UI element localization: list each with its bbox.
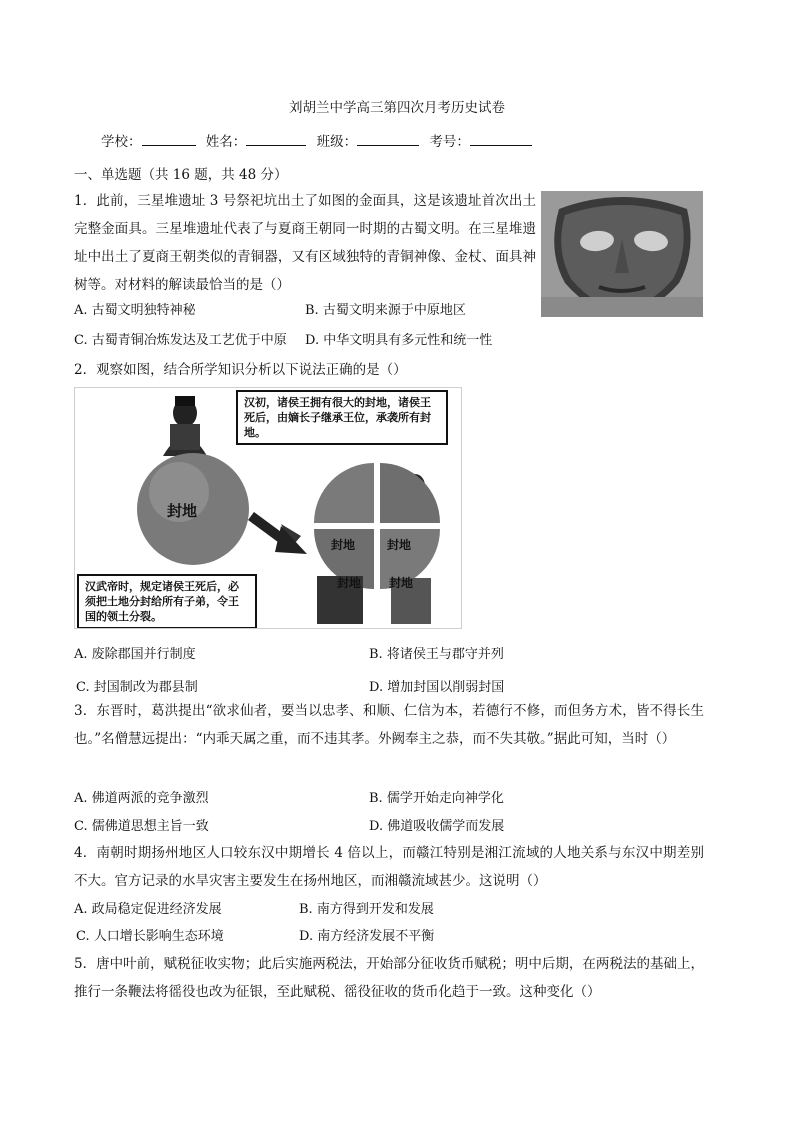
q4-option-d[interactable]: D. 南方经济发展不平衡	[299, 929, 435, 944]
fief-label-3: 封地	[337, 576, 362, 590]
q2-option-d[interactable]: D. 增加封国以削弱封国	[369, 680, 505, 695]
class-blank[interactable]	[357, 131, 419, 146]
exam-no-blank[interactable]	[470, 131, 532, 146]
name-blank[interactable]	[246, 131, 306, 146]
exam-no-label: 考号：	[429, 134, 470, 150]
fief-label-1: 封地	[331, 538, 356, 552]
section-heading: 一、单选题（共 16 题，共 48 分）	[74, 167, 288, 183]
question-3-stem: 3．东晋时，葛洪提出“欲求仙者，要当以忠孝、和顺、仁信为本，若德行不修，而但务方术，皆不得长生也。”名僧慧远提出：“内乖天属之重，而不违其孝。外阙奉主之恭，而不失其敬。”据此可知，当时（）	[74, 703, 704, 747]
q1-option-b[interactable]: B. 古蜀文明来源于中原地区	[305, 303, 466, 318]
speech-bubble-top: 汉初，诸侯王拥有很大的封地，诸侯王死后，由嫡长子继承王位，承袭所有封地。	[236, 390, 448, 445]
question-1-stem: 1．此前，三星堆遗址 3 号祭祀坑出土了如图的金面具，这是该遗址首次出土完整金面具。三星堆遗址代表了与夏商王朝同一时期的古蜀文明。在三星堆遗址中出土了夏商王朝类似的青铜器，又有区域独特的青铜神像、金杖、面具神树等。对材料的解读最恰当的是（）	[74, 193, 536, 293]
q1-option-a[interactable]: A. 古蜀文明独特神秘	[74, 303, 196, 318]
class-label: 班级：	[316, 134, 358, 150]
q2-option-a[interactable]: A. 废除郡国并行制度	[74, 647, 196, 662]
student-info-line	[101, 130, 538, 150]
question-4-stem: 4．南朝时期扬州地区人口较东汉中期增长 4 倍以上，而赣江特别是湘江流域的人地关系与东汉中期差别不大。官方记录的水旱灾害主要发生在扬州地区，而湘赣流域甚少。这说明（）	[74, 845, 704, 889]
q1-option-c[interactable]: C. 古蜀青铜冶炼发达及工艺优于中原	[74, 333, 287, 348]
q4-option-c[interactable]: C. 人口增长影响生态环境	[76, 929, 224, 944]
name-label: 姓名：	[205, 134, 247, 150]
feudal-land-comic	[74, 387, 462, 629]
q3-option-a[interactable]: A. 佛道两派的竞争激烈	[74, 791, 209, 806]
q4-option-b[interactable]: B. 南方得到开发和发展	[299, 902, 434, 917]
big-fief-label: 封地	[167, 502, 198, 520]
q3-option-c[interactable]: C. 儒佛道思想主旨一致	[74, 819, 209, 834]
gold-mask-image	[541, 191, 703, 317]
q2-option-b[interactable]: B. 将诸侯王与郡守并列	[369, 647, 504, 662]
fief-label-2: 封地	[387, 538, 412, 552]
exam-title: 刘胡兰中学高三第四次月考历史试卷	[289, 100, 505, 116]
school-label: 学校：	[101, 134, 142, 150]
fief-label-4: 封地	[389, 576, 414, 590]
q3-option-d[interactable]: D. 佛道吸收儒学而发展	[369, 819, 505, 834]
q2-option-c[interactable]: C. 封国制改为郡县制	[76, 680, 198, 695]
q1-option-d[interactable]: D. 中华文明具有多元性和统一性	[305, 333, 493, 348]
question-5-stem: 5．唐中叶前，赋税征收实物；此后实施两税法，开始部分征收货币赋税；明中后期，在两税法的基础上，推行一条鞭法将徭役也改为征银，至此赋税、徭役征收的货币化趋于一致。这种变化（）	[74, 956, 704, 1000]
question-2-stem: 2．观察如图，结合所学知识分析以下说法正确的是（）	[74, 362, 407, 378]
speech-bubble-bottom: 汉武帝时，规定诸侯王死后，必须把土地分封给所有子弟，令王国的领土分裂。	[77, 574, 257, 629]
q3-option-b[interactable]: B. 儒学开始走向神学化	[369, 791, 504, 806]
q4-option-a[interactable]: A. 政局稳定促进经济发展	[74, 902, 222, 917]
school-blank[interactable]	[142, 131, 196, 146]
